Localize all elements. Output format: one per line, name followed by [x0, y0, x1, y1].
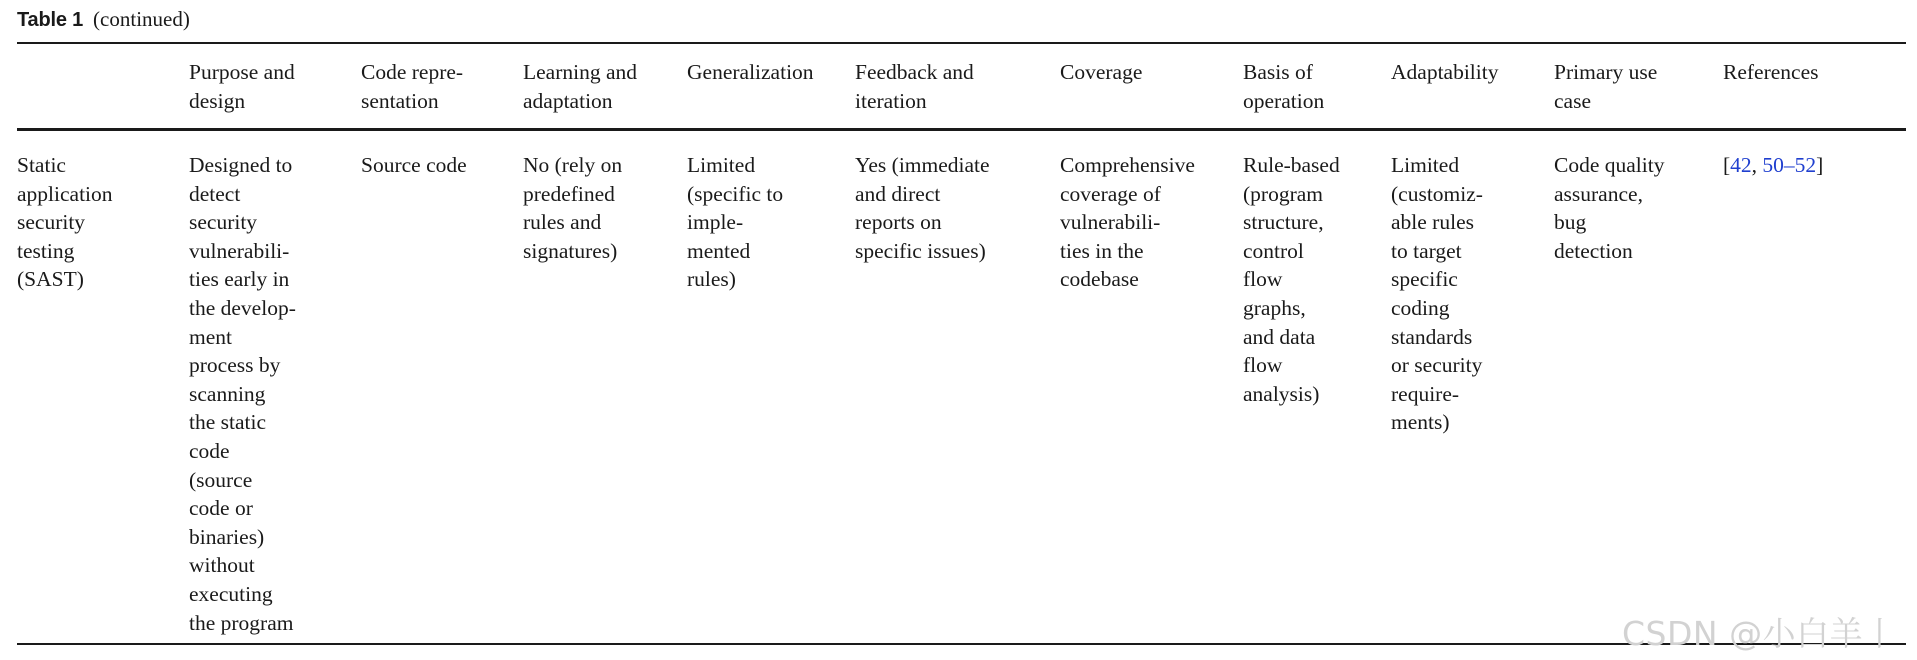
- cell-line: application: [17, 181, 113, 206]
- table-label: Table 1: [17, 9, 84, 31]
- header-coverage: [1060, 58, 1142, 87]
- cell-line: specific issues): [855, 238, 986, 263]
- cell-line: Generalization: [687, 60, 814, 84]
- cell-line: control: [1243, 238, 1304, 263]
- cell-line: and direct: [855, 181, 941, 206]
- cell-line: Yes (immediate: [855, 153, 990, 177]
- cell-coverage: [1060, 151, 1195, 294]
- cell-line: structure,: [1243, 210, 1324, 235]
- cell-feedback-and-iteration: [855, 151, 990, 265]
- header-generalization: [687, 58, 814, 87]
- cell-line: predefined: [523, 181, 615, 206]
- cell-line: the static: [189, 410, 267, 435]
- cell-line: Basis of: [1243, 60, 1313, 84]
- cell-line: executing: [189, 581, 273, 606]
- cell-line: Comprehensive: [1060, 153, 1195, 177]
- cell-line: require-: [1391, 381, 1460, 406]
- cell-line: ties early in: [189, 267, 290, 292]
- table-top-rule: [17, 42, 1906, 44]
- cell-line: code or: [189, 496, 253, 521]
- references-separator: ,: [1751, 153, 1763, 177]
- cell-line: rules and: [523, 210, 602, 235]
- table-continued-note: (continued): [93, 7, 190, 31]
- cell-line: coding: [1391, 295, 1450, 320]
- cell-line: detect: [189, 181, 241, 206]
- cell-line: assurance,: [1554, 181, 1643, 206]
- header-learning-and-adaptation: [523, 58, 637, 115]
- cell-line: analysis): [1243, 381, 1320, 406]
- header-code-representation: [361, 58, 463, 115]
- csdn-watermark: CSDN @小白羊丨: [1622, 614, 1897, 653]
- cell-line: adaptation: [523, 88, 613, 113]
- cell-line: sentation: [361, 88, 439, 113]
- cell-line: Feedback and: [855, 60, 974, 84]
- cell-line: ment: [189, 324, 232, 349]
- cell-line: signatures): [523, 238, 618, 263]
- cell-line: code: [189, 438, 230, 463]
- cell-line: the develop-: [189, 295, 296, 320]
- cell-line: vulnerabili-: [189, 238, 290, 263]
- references-close-bracket: ]: [1816, 153, 1824, 177]
- cell-line: (source: [189, 467, 253, 492]
- header-feedback-and-iteration: [855, 58, 974, 115]
- cell-line: Coverage: [1060, 60, 1143, 84]
- reference-link-50-52[interactable]: 50–52: [1762, 153, 1817, 177]
- cell-line: process by: [189, 353, 281, 378]
- cell-line: Adaptability: [1391, 60, 1499, 84]
- cell-line: Designed to: [189, 153, 293, 177]
- cell-line: Limited: [687, 153, 756, 177]
- cell-line: References: [1723, 60, 1819, 84]
- cell-line: Limited: [1391, 153, 1460, 177]
- cell-primary-use-case: [1554, 151, 1664, 265]
- cell-line: scanning: [189, 381, 266, 406]
- cell-line: design: [189, 88, 246, 113]
- cell-references: [1723, 151, 1823, 180]
- cell-line: No (rely on: [523, 153, 623, 177]
- cell-line: Static: [17, 153, 66, 177]
- cell-line: codebase: [1060, 267, 1139, 292]
- cell-line: security: [189, 210, 258, 235]
- reference-link-42[interactable]: 42: [1730, 153, 1752, 177]
- cell-line: without: [189, 553, 255, 578]
- cell-line: reports on: [855, 210, 942, 235]
- header-purpose-and-design: [189, 58, 295, 115]
- cell-purpose-and-design: [189, 151, 296, 637]
- table-header-rule: [17, 128, 1906, 131]
- cell-line: iteration: [855, 88, 927, 113]
- cell-line: testing: [17, 238, 75, 263]
- table-caption: [17, 6, 190, 33]
- cell-learning-and-adaptation: [523, 151, 622, 265]
- header-primary-use-case: [1554, 58, 1657, 115]
- cell-line: ties in the: [1060, 238, 1144, 263]
- cell-code-representation: [361, 151, 467, 180]
- row-name-sast: [17, 151, 113, 294]
- cell-line: case: [1554, 88, 1591, 113]
- cell-line: bug: [1554, 210, 1587, 235]
- cell-line: binaries): [189, 524, 265, 549]
- cell-line: Rule-based: [1243, 153, 1340, 177]
- cell-line: (program: [1243, 181, 1323, 206]
- cell-adaptability: [1391, 151, 1483, 437]
- cell-line: rules): [687, 267, 736, 292]
- cell-line: Learning and: [523, 60, 638, 84]
- cell-line: vulnerabili-: [1060, 210, 1161, 235]
- cell-line: flow: [1243, 353, 1283, 378]
- header-adaptability: [1391, 58, 1498, 87]
- cell-line: Purpose and: [189, 60, 295, 84]
- cell-line: mented: [687, 238, 751, 263]
- header-references: [1723, 58, 1819, 87]
- cell-line: Source code: [361, 153, 467, 177]
- cell-line: detection: [1554, 238, 1633, 263]
- cell-line: imple-: [687, 210, 744, 235]
- cell-line: the program: [189, 610, 294, 635]
- cell-line: graphs,: [1243, 295, 1306, 320]
- cell-line: security: [17, 210, 86, 235]
- cell-line: operation: [1243, 88, 1325, 113]
- cell-line: Code repre-: [361, 60, 464, 84]
- references-open-bracket: [: [1723, 153, 1731, 177]
- cell-line: Primary use: [1554, 60, 1658, 84]
- cell-line: to target: [1391, 238, 1462, 263]
- cell-line: Code quality: [1554, 153, 1665, 177]
- cell-generalization: [687, 151, 783, 294]
- cell-line: ments): [1391, 410, 1450, 435]
- cell-line: able rules: [1391, 210, 1474, 235]
- cell-line: coverage of: [1060, 181, 1161, 206]
- cell-line: flow: [1243, 267, 1283, 292]
- cell-line: specific: [1391, 267, 1458, 292]
- cell-line: (specific to: [687, 181, 784, 206]
- header-basis-of-operation: [1243, 58, 1324, 115]
- cell-line: or security: [1391, 353, 1483, 378]
- cell-line: standards: [1391, 324, 1473, 349]
- cell-line: (customiz-: [1391, 181, 1483, 206]
- cell-basis-of-operation: [1243, 151, 1340, 408]
- cell-line: (SAST): [17, 267, 84, 292]
- cell-line: and data: [1243, 324, 1316, 349]
